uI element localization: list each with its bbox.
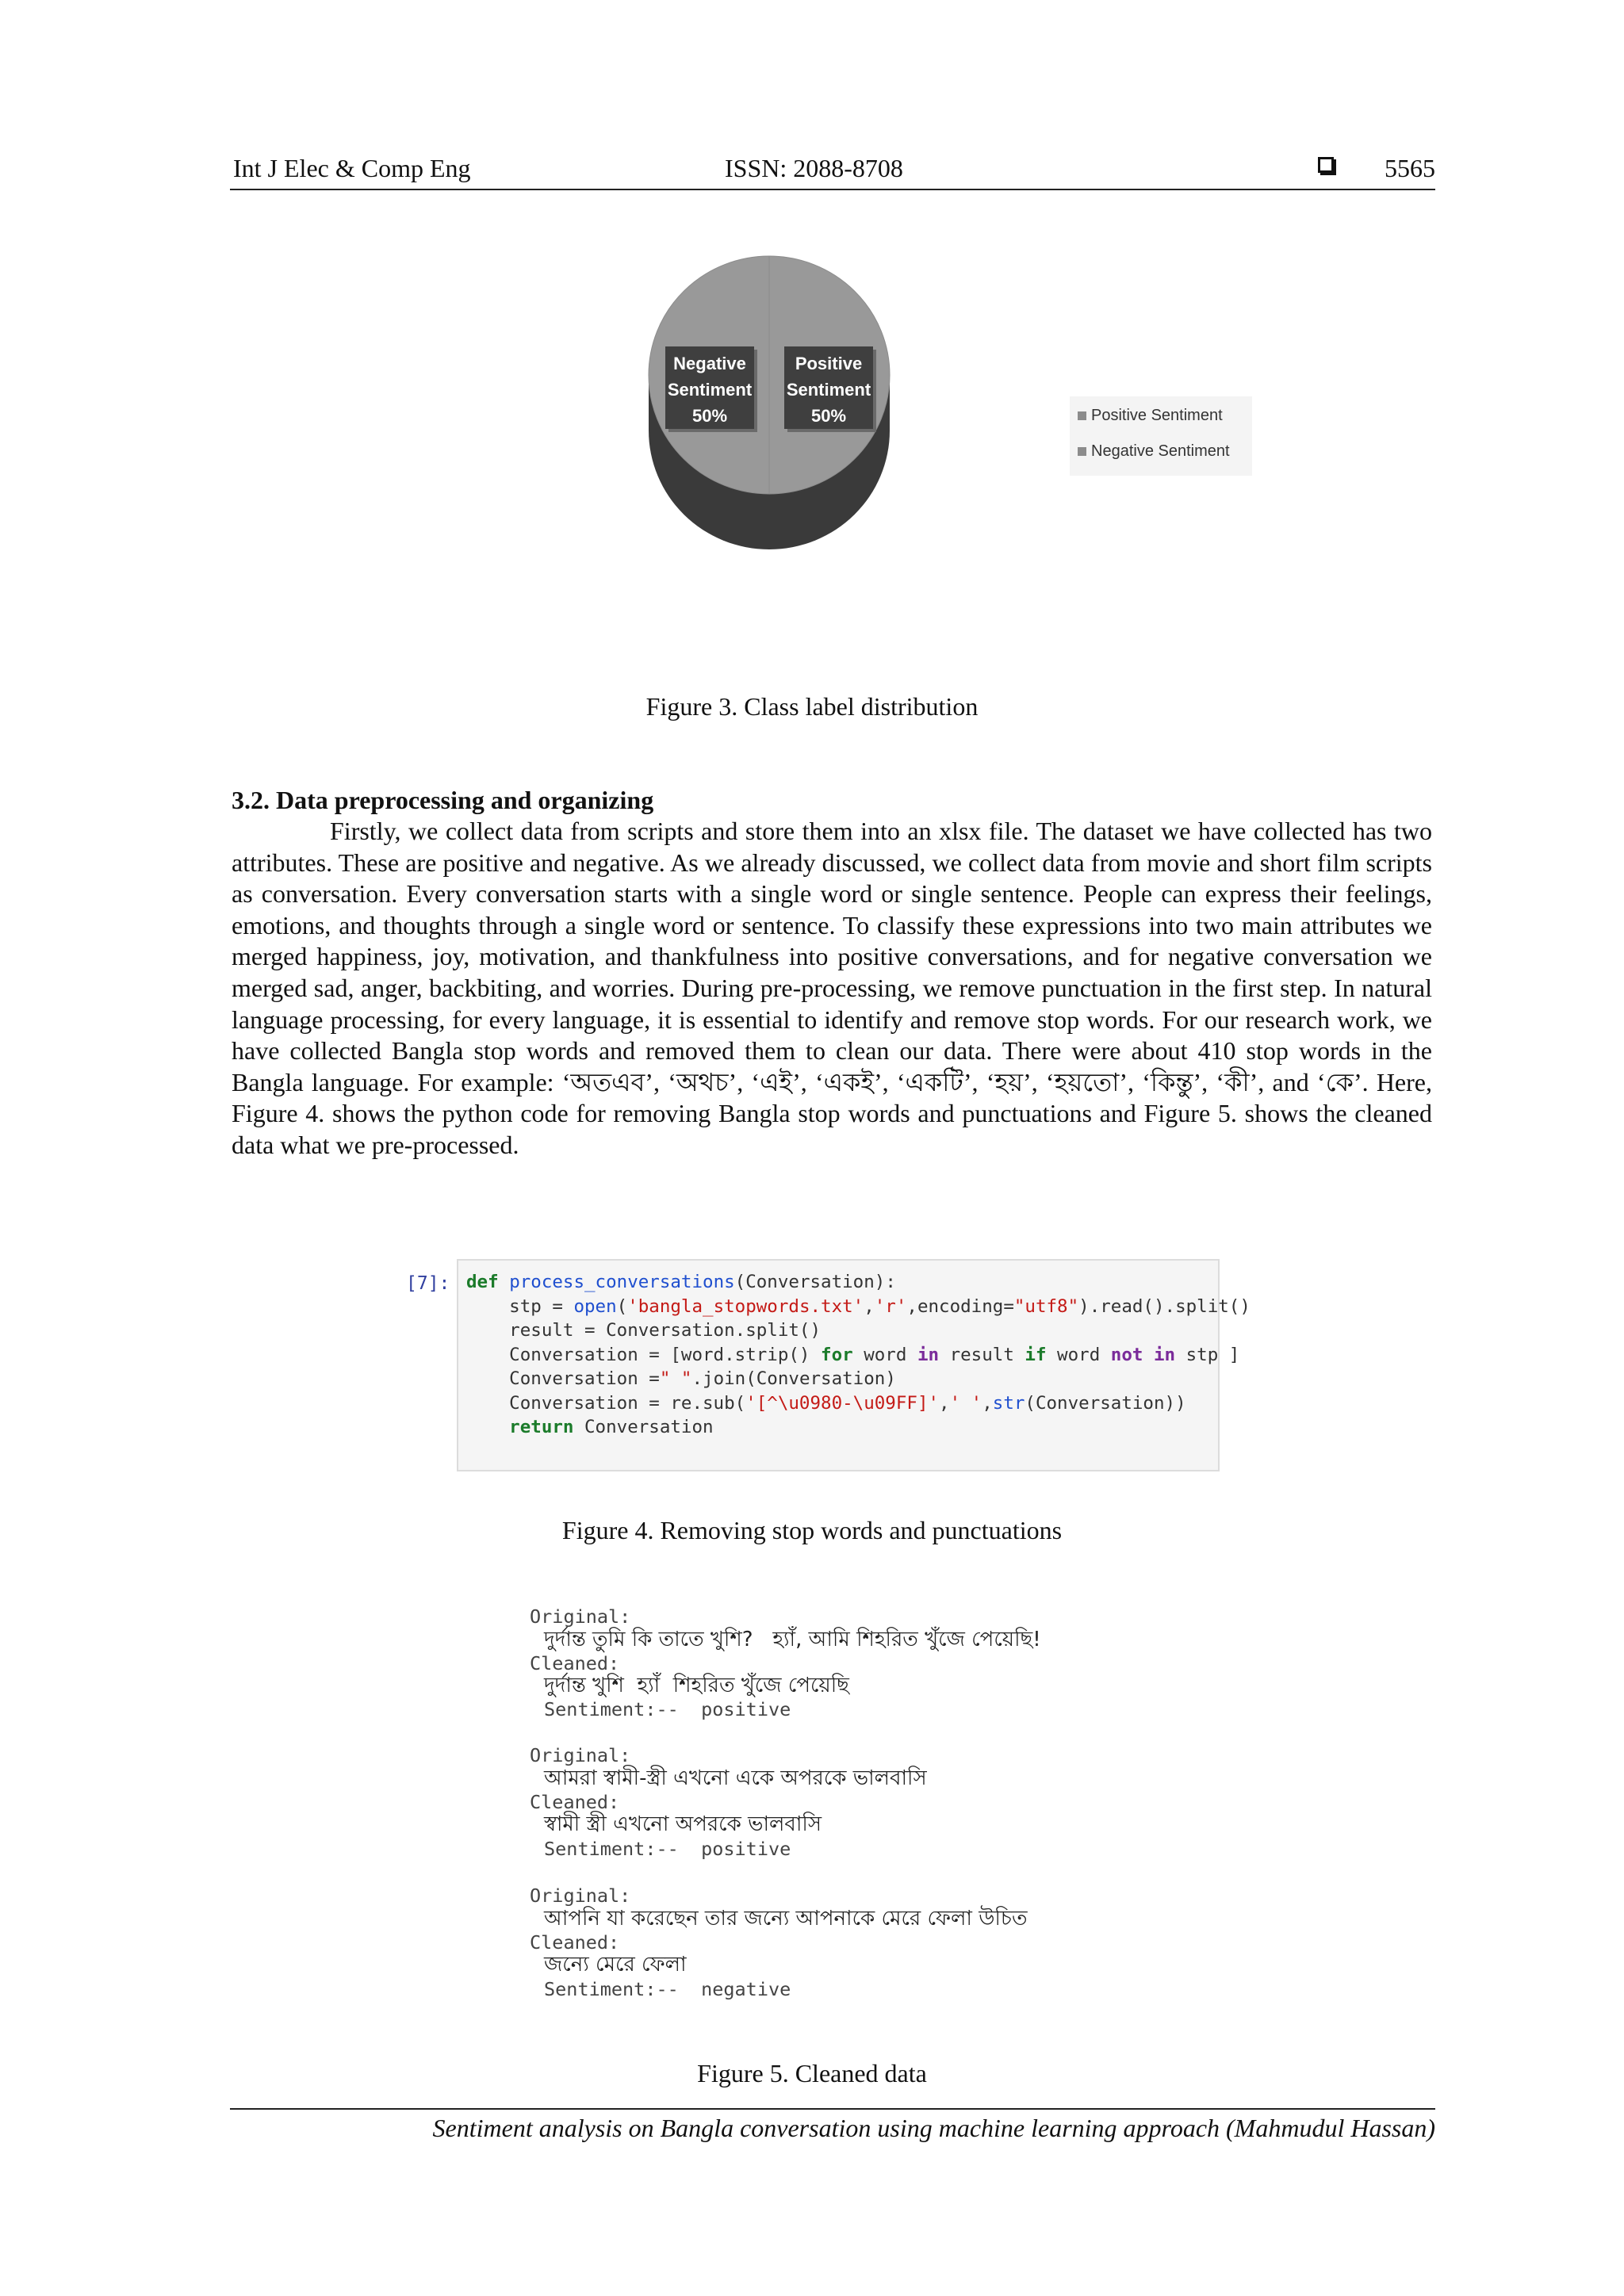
sentiment-line [544, 1978, 791, 2000]
sentiment-value: negative [701, 1978, 791, 2000]
box-icon [1318, 157, 1334, 173]
cleaned-label: Cleaned: [530, 1791, 620, 1813]
figure-4-caption: Figure 4. Removing stop words and punctuations [561, 1516, 1063, 1544]
original-label: Original: [530, 1744, 631, 1766]
code-token: str [992, 1392, 1025, 1414]
code-line-7 [466, 1415, 1218, 1440]
legend-label: Positive Sentiment [1091, 407, 1223, 424]
sentiment-label: Sentiment:-- [544, 1698, 702, 1720]
page-number: 5565 [1385, 154, 1435, 182]
issn: ISSN: 2088-8708 [725, 154, 903, 182]
page-footer: Sentiment analysis on Bangla conversation using machine learning approach (Mahmudul Hassan) [230, 2108, 1435, 2143]
code-token: ).read().split() [1078, 1295, 1251, 1317]
code-token: def [466, 1272, 499, 1292]
code-token: 'r' [874, 1295, 907, 1317]
section-paragraph: Firstly, we collect data from scripts and store them into an xlsx file. The dataset we have collected has two attributes. These are positive and negative. As we already discussed, we collect data from movie and short film scripts as conversation. Every conversation starts with a single word or single sentence. People can express their feelings, emotions, and thoughts through a single word or sentence. To classify these expressions into two main attributes we merged happiness, joy, motivation, and thankfulness into positive conversations, and for negative conversation we merged sad, anger, backbiting, and worries. During pre-processing, we remove punctuation in the first step. In natural language processing, for every language, it is essential to identify and remove stop words. For our research work, we have collected Bangla stop words and removed them to clean our data. There were about 410 stop words in the Bangla language. For example: ‘অতএব’, ‘অথচ’, ‘এই’, ‘একই’, ‘একটি’, ‘হয়’, ‘হয়তো’, ‘কিন্তু’, ‘কী’, and ‘কে’. Here, Figure 4. shows the python code for removing Bangla stop words and punctuations and Figure 5. shows the cleaned data what we pre-processed. [232, 817, 1432, 1159]
code-line-4 [466, 1343, 1240, 1368]
code-token: ' ' [949, 1392, 982, 1414]
page-header [230, 154, 1435, 190]
code-token: stp = [466, 1295, 574, 1317]
cleaned-text: দুর্দান্ত খুশি হ্যাঁ শিহরিত খুঁজে পেয়েছি [544, 1674, 849, 1697]
code-token: Conversation [573, 1417, 714, 1437]
figure-4-code-cell [406, 1259, 1251, 1475]
code-token: word [852, 1344, 917, 1365]
legend-swatch [1078, 411, 1086, 420]
pie-chart-svg [523, 212, 1253, 656]
code-token: not in [1110, 1344, 1176, 1365]
code-token: ( [616, 1295, 628, 1317]
code-token: Conversation = [466, 1368, 660, 1389]
code-token: , [982, 1392, 993, 1414]
code-token: '[^\u0980-\u09FF]' [745, 1392, 940, 1414]
code-token: (Conversation): [734, 1272, 896, 1292]
code-line-1 [466, 1270, 1218, 1295]
code-token: result [939, 1344, 1025, 1365]
code-line-3: result = Conversation.split() [466, 1320, 822, 1341]
code-token: ,encoding= [906, 1295, 1014, 1317]
data-label-text: 50% [810, 406, 847, 426]
section-heading: 3.2. Data preprocessing and organizing [232, 786, 654, 814]
code-line-5 [466, 1367, 1218, 1391]
cleaned-label: Cleaned: [530, 1931, 620, 1954]
figure-5-caption: Figure 5. Cleaned data [697, 2059, 927, 2087]
sentiment-line [544, 1698, 791, 1720]
original-label: Original: [530, 1885, 631, 1907]
sentiment-value: positive [701, 1698, 791, 1720]
cleaned-label: Cleaned: [530, 1652, 620, 1674]
code-token: Conversation = [word.strip() [466, 1344, 822, 1365]
sentiment-line [544, 1838, 791, 1860]
code-token: open [573, 1295, 617, 1317]
code-token: stp ] [1175, 1344, 1240, 1365]
code-token: , [864, 1295, 875, 1317]
code-token: , [939, 1392, 950, 1414]
data-label-text: Sentiment [667, 380, 753, 400]
code-token: Conversation = re.sub( [466, 1392, 746, 1414]
code-token: if [1025, 1344, 1047, 1365]
code-token: 'bangla_stopwords.txt' [627, 1295, 864, 1317]
code-line-6 [466, 1391, 1218, 1416]
data-label-text: Sentiment [786, 380, 871, 400]
cell-prompt: [7]: [406, 1273, 450, 1294]
data-label-text: 50% [691, 406, 728, 426]
code-token: return [466, 1417, 574, 1437]
cleaned-text: স্বামী স্ত্রী এখনো অপরকে ভালবাসি [544, 1812, 822, 1836]
code-token: for [821, 1344, 853, 1365]
original-text: আপনি যা করেছেন তার জন্যে আপনাকে মেরে ফেলা উচিত [544, 1907, 1028, 1931]
code-token: .join(Conversation) [691, 1368, 896, 1389]
legend-label: Negative Sentiment [1091, 442, 1230, 460]
sentiment-value: positive [701, 1838, 791, 1860]
original-text: আমরা স্বামী-স্ত্রী এখনো একে অপরকে ভালবাসি [544, 1766, 927, 1790]
original-text: দুর্দান্ত তুমি কি তাতে খুশি? হ্যাঁ, আমি শিহরিত খুঁজে পেয়েছি! [544, 1628, 1041, 1651]
data-label-text: Negative [673, 354, 746, 373]
sentiment-label: Sentiment:-- [544, 1838, 702, 1860]
figure-3-pie-chart [523, 212, 1253, 656]
data-label-text: Positive [795, 354, 863, 373]
code-token: " " [659, 1368, 692, 1389]
cleaned-text: জন্যে মেরে ফেলা [544, 1953, 687, 1976]
code-box [457, 1259, 1251, 1471]
journal-name: Int J Elec & Comp Eng [233, 154, 471, 182]
code-token: "utf8" [1013, 1295, 1079, 1317]
legend-swatch [1078, 447, 1086, 456]
sentiment-label: Sentiment:-- [544, 1978, 702, 2000]
code-token: word [1046, 1344, 1111, 1365]
code-token: in [917, 1344, 940, 1365]
code-line-2 [466, 1295, 1251, 1319]
code-token: process_conversations [509, 1272, 735, 1292]
figure-3-caption: Figure 3. Class label distribution [645, 692, 979, 721]
original-label: Original: [530, 1605, 631, 1628]
code-token: (Conversation)) [1025, 1392, 1186, 1414]
